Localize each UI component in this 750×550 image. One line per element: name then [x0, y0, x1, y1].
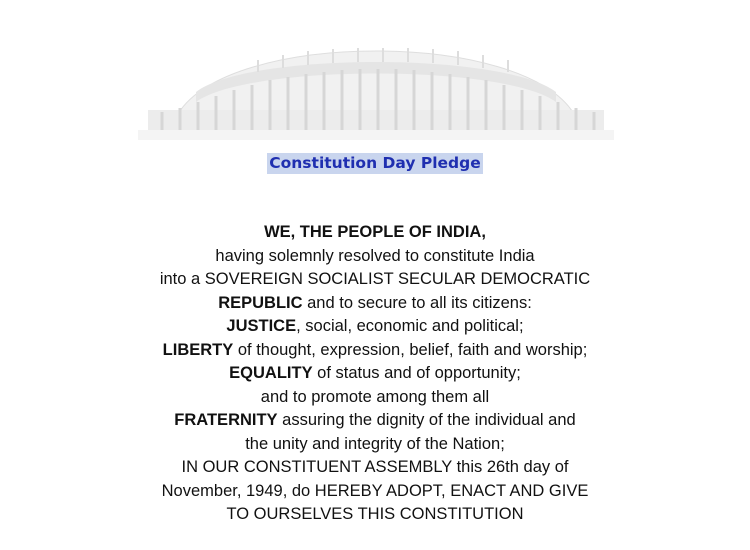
pledge-line-text: assuring the dignity of the individual and [277, 411, 576, 429]
pledge-line: the unity and integrity of the Nation; [245, 434, 505, 453]
pledge-line-text: , social, economic and political; [296, 317, 524, 335]
pledge-line-text: and to secure to all its citizens: [302, 293, 532, 312]
pledge-line: into a SOVEREIGN SOCIALIST SECULAR DEMOCRATIC [159, 270, 591, 288]
pledge-bold-term: WE, THE PEOPLE OF INDIA, [264, 223, 486, 241]
pledge-line [0, 292, 750, 316]
pledge-line [0, 409, 750, 433]
pledge-line: TO OURSELVES THIS CONSTITUTION [226, 505, 524, 523]
pledge-bold-term: JUSTICE [226, 317, 297, 335]
pledge-line [0, 339, 750, 363]
pledge-line [0, 315, 750, 339]
pledge-line: November, 1949, do HEREBY ADOPT, ENACT AND GIVE [161, 481, 589, 500]
pledge-bold-term: EQUALITY [229, 364, 313, 382]
page-title [0, 151, 750, 175]
pledge-line-text: of status and of opportunity; [312, 364, 521, 382]
pledge-line [0, 362, 750, 386]
pledge-line [0, 221, 750, 245]
pledge-line: and to promote among them all [260, 387, 490, 406]
pledge-text [0, 221, 750, 527]
pledge-bold-term: REPUBLIC [218, 293, 303, 312]
pledge-line: IN OUR CONSTITUENT ASSEMBLY this 26th day of [181, 458, 569, 476]
pledge-bold-term: LIBERTY [162, 340, 234, 359]
pledge-line: having solemnly resolved to constitute India [215, 246, 535, 265]
pledge-bold-term: FRATERNITY [174, 411, 278, 429]
parliament-building-icon [138, 22, 614, 140]
page-title-text: Constitution Day Pledge [269, 154, 481, 172]
pledge-line-text: of thought, expression, belief, faith and worship; [233, 340, 588, 359]
